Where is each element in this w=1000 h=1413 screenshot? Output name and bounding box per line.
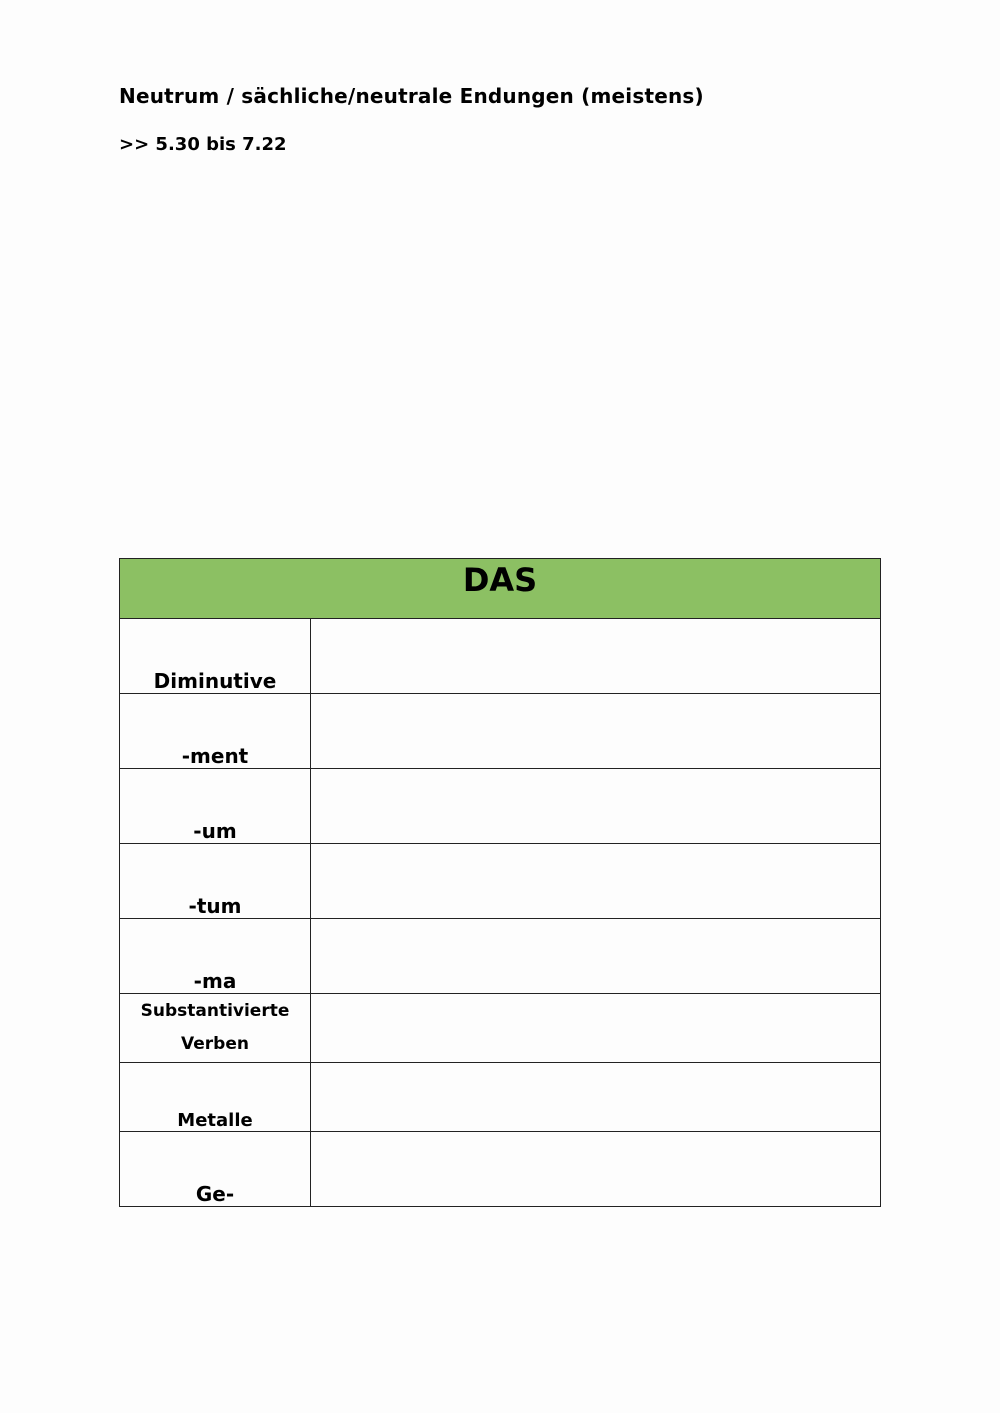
table-row: [120, 1132, 881, 1207]
table-row: [120, 1063, 881, 1132]
row-label-ment: -ment: [120, 694, 311, 769]
row-label-ge: Ge-: [120, 1132, 311, 1207]
time-range: >> 5.30 bis 7.22: [119, 134, 287, 155]
answer-field-ment[interactable]: [311, 694, 881, 769]
page-title: Neutrum / sächliche/neutrale Endungen (meistens): [119, 84, 704, 108]
answer-field-um[interactable]: [311, 769, 881, 844]
row-label-substantivierte-verben: [120, 994, 311, 1063]
row-label-um: -um: [120, 769, 311, 844]
das-table: [119, 558, 881, 1207]
answer-field-substantivierte-verben[interactable]: [311, 994, 881, 1063]
table-row: [120, 694, 881, 769]
table-row: [120, 619, 881, 694]
table-row: [120, 919, 881, 994]
row-label-ma: -ma: [120, 919, 311, 994]
answer-field-metalle[interactable]: [311, 1063, 881, 1132]
table-row: [120, 994, 881, 1063]
answer-field-tum[interactable]: [311, 844, 881, 919]
row-label-diminutive: Diminutive: [120, 619, 311, 694]
table-row: [120, 844, 881, 919]
row-label-line1: Substantivierte: [140, 1001, 290, 1021]
row-label-tum: -tum: [120, 844, 311, 919]
row-label-line2: Verben: [181, 1034, 249, 1054]
table-row: [120, 769, 881, 844]
row-label-metalle: Metalle: [120, 1063, 311, 1132]
answer-field-ma[interactable]: [311, 919, 881, 994]
answer-field-diminutive[interactable]: [311, 619, 881, 694]
answer-field-ge[interactable]: [311, 1132, 881, 1207]
table-header-das: DAS: [120, 559, 881, 619]
